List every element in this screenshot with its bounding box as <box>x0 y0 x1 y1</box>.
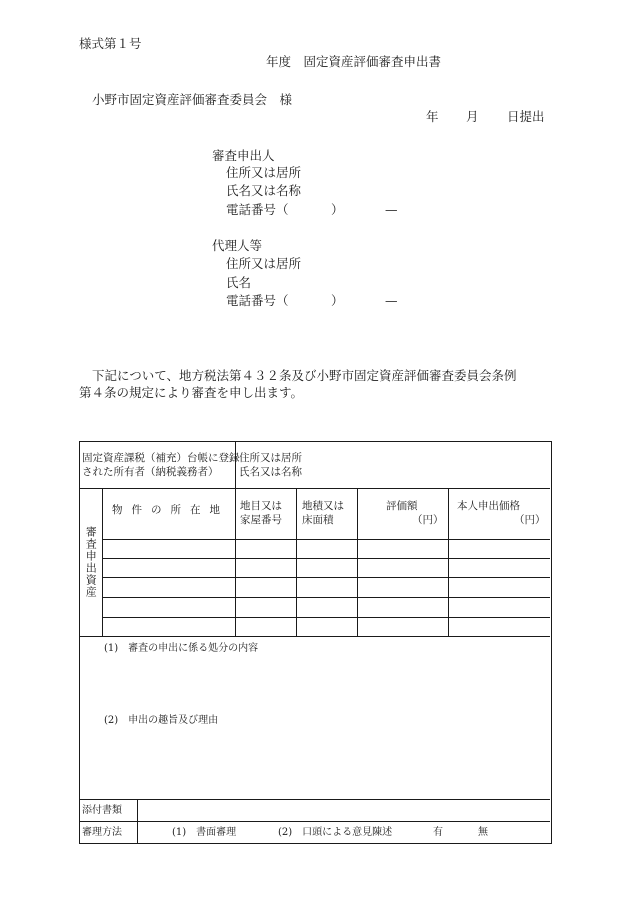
rule-owner-bottom <box>80 488 550 489</box>
owner-address-label: 住所又は居所 <box>239 452 302 464</box>
rule-row-3 <box>102 597 550 598</box>
agent-address-label: 住所又は居所 <box>226 256 302 271</box>
applicant-address-label: 住所又は居所 <box>226 165 302 180</box>
owner-label-line-1: 固定資産課税（補充）台帳に登録 <box>82 452 240 464</box>
form-number: 様式第１号 <box>79 36 142 51</box>
applicant-name-label: 氏名又は名称 <box>226 183 302 198</box>
col-valuation-header: 評価額 <box>386 500 418 512</box>
oral-yes-option[interactable]: 有 <box>433 827 443 838</box>
agent-phone-close: ） <box>331 293 344 308</box>
method-written-option[interactable]: (1) 書面審理 <box>172 827 237 838</box>
addressee: 小野市固定資産評価審査委員会 様 <box>92 92 293 107</box>
owner-name-label: 氏名又は名称 <box>239 466 302 478</box>
agent-phone-label: 電話番号（ <box>226 293 289 308</box>
rule-row-2 <box>102 577 550 578</box>
col-declared-unit: （円） <box>514 514 546 526</box>
applicant-phone-label: 電話番号（ <box>226 202 289 217</box>
attachments-label: 添付書類 <box>82 805 122 816</box>
applicant-phone-dash: — <box>385 202 398 217</box>
rule-attachments-bottom <box>80 821 550 822</box>
item-1-label: (1) 審査の申出に係る処分の内容 <box>104 643 259 654</box>
col-area-header-1: 地積又は <box>302 500 344 512</box>
statement-line-1: 下記について、地方税法第４３２条及び小野市固定資産評価審査委員会条例 <box>92 368 517 383</box>
rule-col-declared <box>448 488 449 636</box>
applicant-heading: 審査申出人 <box>212 148 275 163</box>
rule-col-area <box>296 488 297 636</box>
date-month: 月 <box>466 109 479 124</box>
rule-footer-label-divider <box>137 799 138 843</box>
col-category-header-2: 家屋番号 <box>240 514 282 526</box>
item-2-label: (2) 申出の趣旨及び理由 <box>104 715 219 726</box>
rule-assets-bottom <box>80 636 550 637</box>
oral-no-option[interactable]: 無 <box>478 827 488 838</box>
assets-label: 審査申出資産 <box>84 526 98 598</box>
statement-line-2: 第４条の規定により審査を申し出ます。 <box>79 385 304 400</box>
rule-row-1 <box>102 558 550 559</box>
rule-header-bottom <box>102 539 550 540</box>
page-title: 年度 固定資産評価審査申出書 <box>266 54 442 69</box>
agent-phone-dash: — <box>385 293 398 308</box>
rule-col-category <box>235 488 236 636</box>
application-form-table <box>79 441 552 844</box>
col-area-header-2: 床面積 <box>302 514 334 526</box>
agent-heading: 代理人等 <box>212 238 263 253</box>
rule-reasons-bottom <box>80 799 550 800</box>
rule-assets-label-divider <box>102 488 103 636</box>
col-location-header: 物件の所在地 <box>112 504 229 516</box>
rule-col-valuation <box>357 488 358 636</box>
owner-label-line-2: された所有者（納税義務者） <box>82 466 219 478</box>
method-label: 審理方法 <box>82 827 122 838</box>
applicant-phone-close: ） <box>331 202 344 217</box>
agent-name-label: 氏名 <box>226 275 252 290</box>
col-category-header-1: 地目又は <box>240 500 282 512</box>
date-day-submitted: 日提出 <box>507 109 545 124</box>
col-declared-header: 本人申出価格 <box>457 500 520 512</box>
method-oral-option[interactable]: (2) 口頭による意見陳述 <box>278 827 393 838</box>
col-valuation-unit: （円） <box>412 514 444 526</box>
date-year: 年 <box>426 109 439 124</box>
rule-row-4 <box>102 617 550 618</box>
